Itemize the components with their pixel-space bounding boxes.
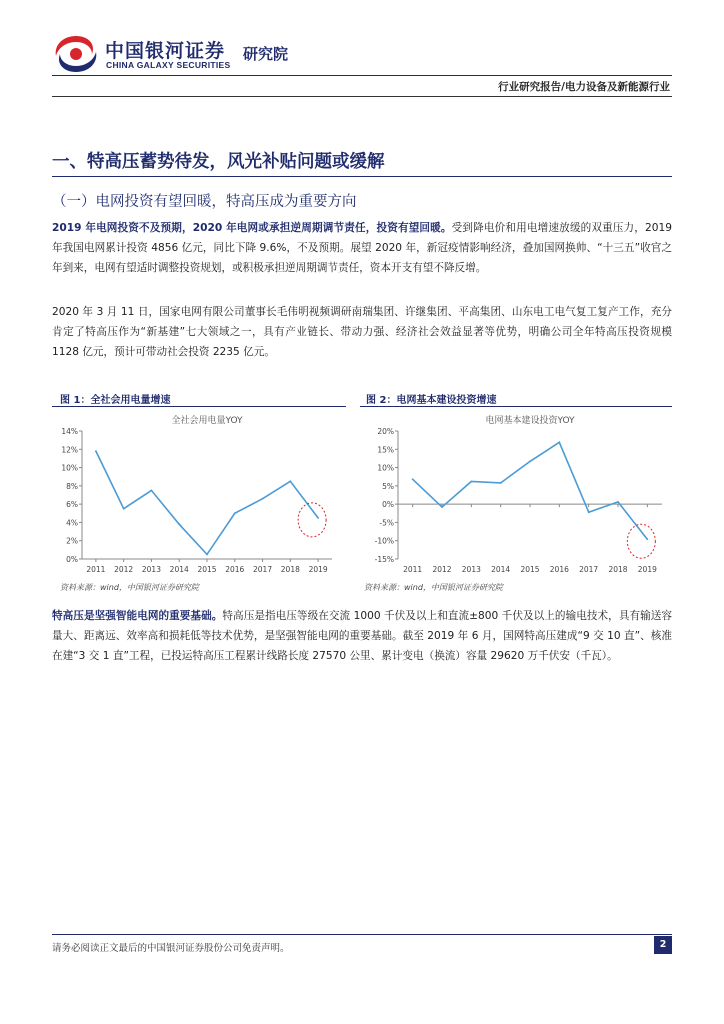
paragraph-1-lead: 2019 年电网投资不及预期，2020 年电网或承担逆周期调节责任，投资有望回暖。 (52, 222, 452, 234)
data-point (95, 450, 97, 452)
y-tick-label: 2% (66, 536, 78, 546)
data-point (558, 441, 560, 443)
data-point (206, 554, 208, 556)
chart-1-svg (52, 411, 342, 583)
y-tick-label: 4% (66, 518, 78, 528)
brand-name-en: CHINA GALAXY SECURITIES (106, 60, 231, 70)
data-point (588, 511, 590, 513)
header-rule (52, 96, 672, 97)
x-tick-label: 2016 (225, 565, 245, 574)
brand-name-cn: 中国银河证券 (105, 40, 226, 62)
y-tick-label: -10% (374, 536, 394, 546)
x-tick-label: 2012 (114, 565, 134, 574)
y-tick-label: 8% (66, 481, 78, 491)
series-line (413, 442, 648, 539)
figure-2-source: 资料来源：wind，中国银河证券研究院 (364, 583, 503, 592)
x-tick-label: 2013 (461, 565, 481, 574)
figure-2-title: 图 2：电网基本建设投资增速 (366, 395, 497, 406)
header-divider (52, 75, 672, 76)
page-number: 2 (654, 936, 672, 954)
x-tick-label: 2011 (403, 565, 423, 574)
x-tick-label: 2019 (308, 565, 328, 574)
x-tick-label: 2014 (169, 565, 189, 574)
section-heading: 一、特高压蓄势待发，风光补贴问题或缓解 (52, 152, 385, 172)
figure-1-source: 资料来源：wind，中国银河证券研究院 (60, 583, 199, 592)
chart-1 (52, 411, 342, 583)
series-line (96, 451, 318, 554)
data-point (500, 482, 502, 484)
paragraph-2: 2020 年 3 月 11 日，国家电网有限公司董事长毛伟明视频调研南瑞集团、许继集团、平高集团、山东电工电气复工复产工作，充分肯定了特高压作为“新基建”七大领域之一，具有产业链长、带动力强、经济社会效益显著等优势，明确公司全年特高压投资规模 1128 亿元，预计可带动社会投资 2235 亿元。 (52, 306, 672, 358)
y-tick-label: 15% (377, 445, 394, 455)
y-tick-label: 10% (377, 463, 394, 473)
page-header (0, 0, 724, 100)
y-tick-label: 20% (377, 427, 394, 436)
figure-2-rule (360, 406, 672, 407)
highlight-circle (627, 524, 655, 558)
y-tick-label: 10% (61, 463, 78, 473)
chart-title: 电网基本建设投资YOY (485, 416, 575, 426)
data-point (262, 498, 264, 500)
data-point (234, 512, 236, 514)
institute-label: 研究院 (243, 45, 289, 63)
data-point (317, 517, 319, 519)
y-tick-label: 12% (61, 445, 78, 455)
x-tick-label: 2012 (432, 565, 452, 574)
paragraph-1-body: 受到降电价和用电增速放缓的双重压力，2019 年我国电网累计投资 4856 亿元，同比下降 9.6%，不及预期。展望 2020 年，新冠疫情影响经济，叠加国网换帅、“十三五”收官之年到来，电网有望适时调整投资规划，或积极承担逆周期调节责任，资本开支有望不降反增。 (52, 222, 672, 274)
y-tick-label: 14% (61, 427, 78, 436)
data-point (529, 460, 531, 462)
x-tick-label: 2016 (549, 565, 569, 574)
figure-1-rule (52, 406, 346, 407)
paragraph-3 (52, 606, 672, 666)
x-tick-label: 2017 (253, 565, 273, 574)
x-tick-label: 2018 (608, 565, 628, 574)
data-point (617, 501, 619, 503)
data-point (151, 490, 153, 492)
report-category: 行业研究报告/电力设备及新能源行业 (498, 81, 670, 93)
data-point (178, 523, 180, 525)
x-tick-label: 2011 (86, 565, 106, 574)
paragraph-3-lead: 特高压是坚强智能电网的重要基础。 (52, 610, 223, 622)
y-tick-label: 0% (382, 500, 394, 510)
y-tick-label: -15% (374, 555, 394, 564)
y-tick-label: 5% (382, 481, 394, 491)
galaxy-swirl-logo-icon (52, 32, 100, 76)
data-point (470, 481, 472, 483)
x-tick-label: 2017 (579, 565, 599, 574)
subsection-heading: （一）电网投资有望回暖，特高压成为重要方向 (52, 194, 357, 210)
x-tick-label: 2018 (280, 565, 300, 574)
figure-1-title: 图 1：全社会用电量增速 (60, 395, 171, 406)
chart-2 (360, 411, 672, 583)
paragraph-3-body: 特高压是指电压等级在交流 1000 千伏及以上和直流±800 千伏及以上的输电技术，具有输送容量大、距离远、效率高和损耗低等技术优势，是坚强智能电网的重要基础。截至 2019 年 6 月，国网特高压建成“9 交 10 直”、核准在建“3 交 1 直”工程，已投运特高压工程累计线路长度 27570 公里、累计变电（换流）容量 29620 万千伏安（千瓦）。 (52, 610, 673, 662)
section-heading-rule (52, 176, 672, 177)
data-point (441, 506, 443, 508)
footer-rule (52, 934, 672, 935)
chart-2-svg (360, 411, 672, 583)
x-tick-label: 2014 (491, 565, 511, 574)
data-point (289, 480, 291, 482)
y-tick-label: 0% (66, 555, 78, 564)
x-tick-label: 2013 (141, 565, 161, 574)
x-tick-label: 2015 (520, 565, 540, 574)
data-point (412, 478, 414, 480)
data-point (646, 538, 648, 540)
highlight-circle (298, 503, 326, 537)
y-tick-label: 6% (66, 500, 78, 510)
data-point (123, 508, 125, 510)
x-tick-label: 2019 (637, 565, 657, 574)
paragraph-1 (52, 218, 672, 278)
chart-title: 全社会用电量YOY (171, 416, 243, 426)
x-tick-label: 2015 (197, 565, 217, 574)
footer-disclaimer: 请务必阅读正文最后的中国银河证券股份公司免责声明。 (52, 943, 290, 954)
y-tick-label: -5% (379, 518, 394, 528)
